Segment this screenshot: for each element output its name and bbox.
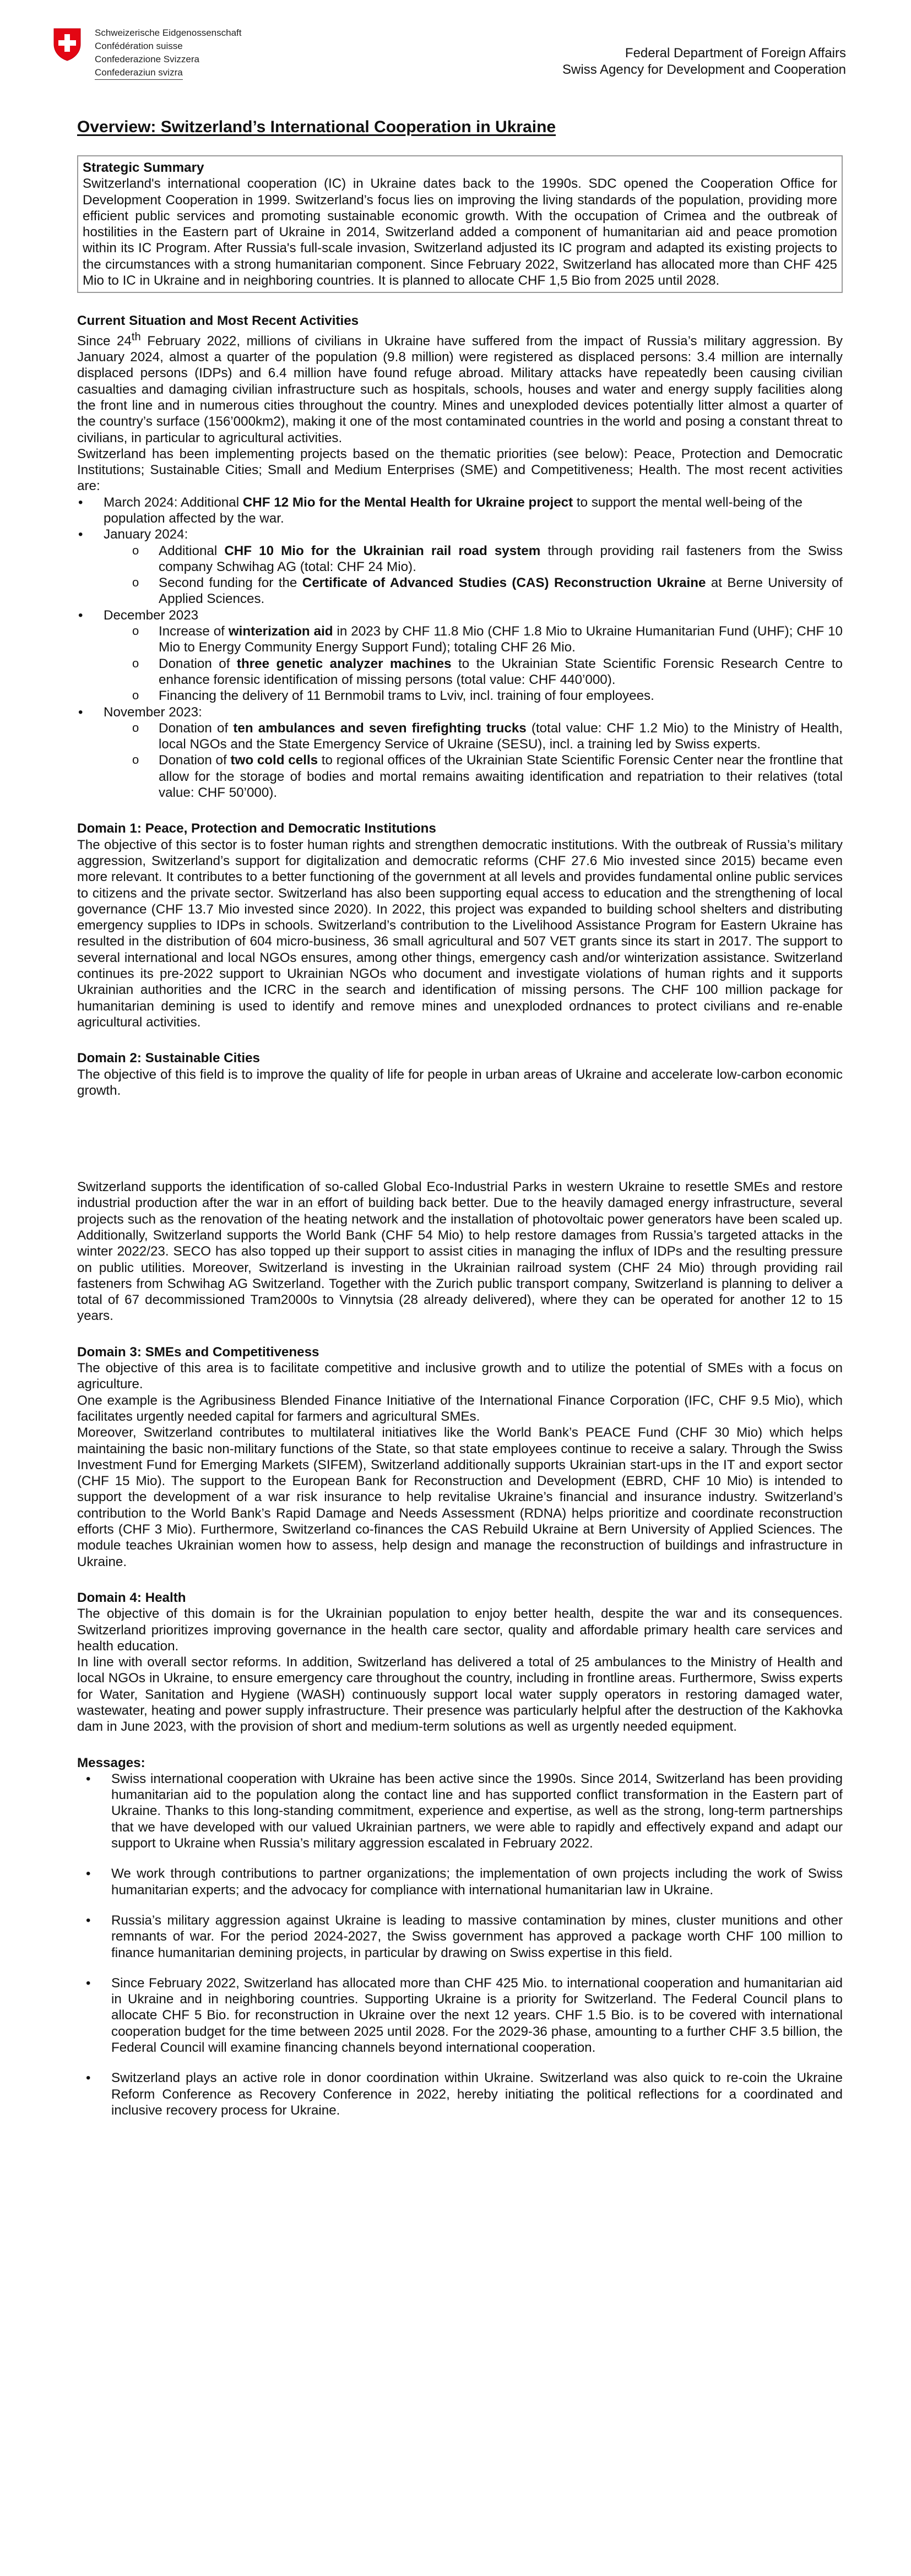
domain-4-paragraph-1: The objective of this domain is for the Ukrainian population to enjoy better health, despite the war and its consequences. Switzerland prioritizes improving governance in the health care sector, quality and affordable primary health care services and health education. xyxy=(77,1606,843,1654)
current-situation-paragraph-2: Switzerland has been implementing projects based on the thematic priorities (see below): Peace, Protection and Democratic Institutions; Sustainable Cities; Small and Medium Enterprises (SME) and Competitiveness; Health. The most recent activities are: xyxy=(77,446,843,494)
domain-2-section xyxy=(77,1050,843,1324)
domain-3-paragraph-2: One example is the Agribusiness Blended Finance Initiative of the International Finance Corporation (IFC, CHF 9.5 Mio), which facilitates urgently needed capital for farmers and agricultural SMEs. xyxy=(77,1393,843,1424)
sub-item xyxy=(159,752,843,801)
blank-space xyxy=(77,1099,843,1179)
department-block xyxy=(562,45,846,78)
ordinal-suffix: th xyxy=(131,330,141,343)
org-name-it: Confederazione Svizzera xyxy=(95,54,199,64)
domain-3-heading: Domain 3: SMEs and Competitiveness xyxy=(77,1344,319,1360)
org-name-rm: Confederaziun svizra xyxy=(95,66,183,80)
bold-text: CHF 10 Mio for the Ukrainian rail road system xyxy=(224,543,541,558)
bold-text: CHF 12 Mio for the Mental Health for Ukraine project xyxy=(242,494,573,510)
item-label: November 2023: xyxy=(104,704,202,720)
messages-list xyxy=(77,1771,843,2118)
sub-item xyxy=(159,575,843,607)
domain-2-paragraph-1: The objective of this field is to improve the quality of life for people in urban areas of Ukraine and accelerate low-carbon economic growth. xyxy=(77,1067,843,1098)
sublist-january xyxy=(104,543,843,607)
domain-3-paragraph-3: Moreover, Switzerland contributes to multilateral initiatives like the World Bank’s PEACE Fund (CHF 30 Mio) which helps maintaining the basic non-military functions of the State, so that state employees continue to receive a salary. Through the Swiss Investment Fund for Emerging Markets (SIFEM), Switzerland additionally supports Ukrainian start-ups in the IT and export sector (CHF 15 Mio). The support to the European Bank for Reconstruction and Development (EBRD, CHF 10 Mio) is intended to support the development of a war risk insurance to help revitalise Ukraine’s financial and insurance industry. Switzerland’s contribution to the World Bank’s Rapid Damage and Needs Assessment (RDNA) helps prioritize and coordinate reconstruction efforts (CHF 3 Mio). Furthermore, Switzerland co-finances the CAS Rebuild Ukraine at Bern University of Applied Sciences. The module teaches Ukrainian women how to assess, help design and manage the reconstruction of buildings and infrastructure in Ukraine. xyxy=(77,1425,843,1569)
messages-heading: Messages: xyxy=(77,1755,145,1770)
domain-3-paragraph-1: The objective of this area is to facilitate competitive and inclusive growth and to utilize the potential of SMEs with a focus on agriculture. xyxy=(77,1361,843,1392)
current-situation-section xyxy=(77,313,843,801)
letterhead xyxy=(53,24,846,85)
agency-name: Swiss Agency for Development and Cooperation xyxy=(562,62,846,77)
text-span: March 2024: Additional xyxy=(104,494,243,510)
text-span: Donation of xyxy=(159,656,237,671)
message-item: • Switzerland plays an active role in donor coordination within Ukraine. Switzerland was also quick to re-coin the Ukraine Reform Conference as Recovery Conference in 2022, hereby initiating the political reflections for a coordinated and inclusive recovery process for Ukraine. xyxy=(111,2070,843,2118)
current-situation-heading: Current Situation and Most Recent Activities xyxy=(77,313,359,329)
text-span: to the Ukrainian State Scientific Forensic Research Centre to enhance forensic identification of missing persons (total value: CHF 440’000). xyxy=(159,656,843,687)
domain-1-heading: Domain 1: Peace, Protection and Democratic Institutions xyxy=(77,821,436,836)
text-span: at Berne University of Applied Sciences. xyxy=(159,575,843,607)
bold-text: Certificate of Advanced Studies (CAS) Reconstruction Ukraine xyxy=(302,575,706,591)
domain-2-paragraph-2: Switzerland supports the identification of so-called Global Eco-Industrial Parks in western Ukraine to resettle SMEs and restore industrial production after the war in an effort of building back better. Due to the heavily damaged energy infrastructure, several projects such as the renovation of the heating network and the installation of photovoltaic power generators have been scaled up. Additionally, Switzerland supports the World Bank (CHF 54 Mio) to help restore damages from Russia’s targeted attacks in the winter 2022/23. SECO has also topped up their support to assist cities in managing the influx of IDPs and the resulting pressure on public utilities. Moreover, Switzerland is investing in the Ukrainian railroad system (CHF 24 Mio) through providing rail fasteners from Schwihag AG Switzerland. Together with the Zurich public transport company, Switzerland is planning to deliver a total of 67 decommissioned Tram2000s to Vinnytsia (28 already delivered), where they can be operated for another 12 to 15 years. xyxy=(77,1180,843,1324)
text-span: Additional xyxy=(159,543,225,558)
domain-1-text: The objective of this sector is to foster human rights and strengthen democratic institutions. With the outbreak of Russia’s military aggression, Switzerland’s support for digitalization and democratic reforms (CHF 27.6 Mio invested since 2015) became even more relevant. It contributes to a better functioning of the government at all levels and provides fundamental online public services to citizens and the private sector. Switzerland has also been supporting equal access to education and the strengthening of local governance (CHF 13.7 Mio invested since 2020). In 2022, this project was expanded to building school shelters and distributing emergency supplies to IDPs in schools. Switzerland’s contribution to the Livelihood Assistance Program for Eastern Ukraine has resulted in the distribution of 604 micro-business, 36 small agricultural and 507 VET grants since its start in 2017. The support to several international and local NGOs ensures, among other things, emergency cash and/or winterization assistance. Switzerland continues its pre-2022 support to Ukrainian NGOs who document and investigate violations of human rights and it supports Ukrainian authorities and the ICRC in the search and identification of missing persons. The CHF 100 million package for humanitarian demining is used to identify and remove mines and unexploded ordnances to protect civilians and re-enable agricultural activities. xyxy=(77,837,843,1030)
domain-4-paragraph-2: In line with overall sector reforms. In addition, Switzerland has delivered a total of 25 ambulances to the Ministry of Health and local NGOs in Ukraine, to ensure emergency care throughout the country, including in frontline areas. Furthermore, Swiss experts for Water, Sanitation and Hygiene (WASH) continuously support local water supply operators in restoring damaged water, wastewater, heating and power supply infrastructure. Their presence was particularly helpful after the destruction of the Kakhovka dam in June 2023, with the provision of short and medium-term solutions as well as urgently needed equipment. xyxy=(77,1655,843,1735)
text-span: Donation of xyxy=(159,753,231,768)
list-item-january-2024 xyxy=(104,526,843,607)
department-name: Federal Department of Foreign Affairs xyxy=(625,46,846,61)
activities-list xyxy=(77,494,843,801)
text-span: February 2022, millions of civilians in Ukraine have suffered from the impact of Russia’s military aggression. By January 2024, almost a quarter of the population (9.8 million) were registered as displaced persons: 3.4 million are internally displaced persons (IDPs) and 6.4 million have found refuge abroad. Military attacks have repeatedly been causing civilian casualties and damaging civilian infrastructure such as hospitals, schools, houses and water and energy supply facilities along the front line and in numerous cities throughout the country. Mines and unexploded devices potentially litter almost a quarter of the country’s surface (156’000km2), making it one of the most contaminated countries in the world and posing a constant threat to civilians, in particular to agricultural activities. xyxy=(77,333,843,445)
bold-text: two cold cells xyxy=(230,753,318,768)
text-span: Donation of xyxy=(159,720,234,736)
item-label: December 2023 xyxy=(104,607,199,623)
swiss-cross-icon xyxy=(53,28,82,62)
org-name-de: Schweizerische Eidgenossenschaft xyxy=(95,28,242,38)
list-item-december-2023 xyxy=(104,607,843,704)
bold-text: ten ambulances and seven firefighting trucks xyxy=(233,720,527,736)
list-item-november-2023 xyxy=(104,704,843,801)
text-span: to support the mental well-being of the population affected by the war. xyxy=(104,494,803,526)
message-item: • We work through contributions to partner organizations; the implementation of own projects including the work of Swiss humanitarian experts; and the advocacy for compliance with international humanitarian law in Ukraine. xyxy=(111,1866,843,1898)
strategic-summary-heading: Strategic Summary xyxy=(83,160,204,175)
message-item: • Russia’s military aggression against Ukraine is leading to massive contamination by mines, cluster munitions and other remnants of war. For the period 2024-2027, the Swiss government has approved a package worth CHF 100 million to finance humanitarian demining projects, in particular by drawing on Swiss expertise in this field. xyxy=(111,1912,843,1961)
page-title: Overview: Switzerland’s International Cooperation in Ukraine xyxy=(77,118,556,136)
document-body xyxy=(77,155,843,2133)
text-span: through providing rail fasteners from the Swiss company Schwihag AG (total: CHF 24 Mio). xyxy=(159,543,843,574)
text-span: in 2023 by CHF 11.8 Mio (CHF 1.8 Mio to Ukraine Humanitarian Fund (UHF); CHF 10 Mio to Energy Community Energy Support Fund); totaling CHF 26 Mio. xyxy=(159,624,843,655)
text-span: (total value: CHF 1.2 Mio) to the Ministry of Health, local NGOs and the State Emergency Service of Ukraine (SESU), incl. a training led by Swiss experts. xyxy=(159,720,843,752)
sub-item xyxy=(159,623,843,656)
org-name-fr: Confédération suisse xyxy=(95,41,183,51)
sub-item: o Financing the delivery of 11 Bernmobil trams to Lviv, incl. training of four employees. xyxy=(159,688,843,704)
bold-text: three genetic analyzer machines xyxy=(236,656,452,671)
message-item: • Since February 2022, Switzerland has allocated more than CHF 425 Mio. to international cooperation and humanitarian aid in Ukraine and in neighboring countries. Supporting Ukraine is a priority for Switzerland. The Federal Council plans to allocate CHF 5 Bio. for reconstruction in Ukraine over the next 12 years. CHF 1.5 Bio. is to be covered with international cooperation budget for the time between 2025 until 2028. For the 2029-36 phase, amounting to a further CHF 3.5 billion, the Federal Council will examine financing channels beyond international cooperation. xyxy=(111,1975,843,2056)
list-item-march-2024 xyxy=(104,494,843,527)
domain-4-heading: Domain 4: Health xyxy=(77,1590,186,1605)
strategic-summary-box xyxy=(77,155,843,293)
domain-1-section xyxy=(77,820,843,1030)
sub-item xyxy=(159,656,843,688)
text-span: Second funding for the xyxy=(159,575,302,591)
bold-text: winterization aid xyxy=(228,624,333,639)
strategic-summary-text: Switzerland's international cooperation (IC) in Ukraine dates back to the 1990s. SDC opened the Cooperation Office for Development Cooperation in 1999. Switzerland’s focus lies on improving the living standards of the population, providing more efficient public services and promoting sustainable economic growth. With the occupation of Crimea and the outbreak of hostilities in the Eastern part of Ukraine in 2014, Switzerland added a component of humanitarian aid and peace promotion within its IC Program. After Russia's full-scale invasion, Switzerland adjusted its IC program and adapted its existing projects to the circumstances with a strong humanitarian component. Since February 2022, Switzerland has allocated more than CHF 425 Mio to IC in Ukraine and in neighboring countries. It is planned to allocate CHF 1,5 Bio from 2025 until 2028. xyxy=(83,176,837,289)
domain-3-section xyxy=(77,1344,843,1570)
sub-item xyxy=(159,720,843,753)
federal-names xyxy=(95,26,241,80)
text-span: Since 24 xyxy=(77,333,132,349)
item-label: January 2024: xyxy=(104,527,188,542)
message-item: • Swiss international cooperation with Ukraine has been active since the 1990s. Since 2014, Switzerland has been providing humanitarian aid to the population along the contact line and has supported conflict transformation in the Eastern part of Ukraine. Thanks to this long-standing commitment, experience and expertise, as well as the strong, long-term partnerships that we have developed with our valued Ukrainian partners, we were able to rapidly and effectively expand and adapt our support to Ukraine when Russia’s military aggression escalated in February 2022. xyxy=(111,1771,843,1851)
domain-4-section xyxy=(77,1590,843,1735)
sub-item xyxy=(159,543,843,575)
domain-2-heading: Domain 2: Sustainable Cities xyxy=(77,1051,260,1066)
messages-section xyxy=(77,1755,843,2119)
sublist-november xyxy=(104,720,843,801)
text-span: Increase of xyxy=(159,624,229,639)
current-situation-paragraph-1 xyxy=(77,329,843,446)
sublist-december xyxy=(104,623,843,704)
text-span: to regional offices of the Ukrainian State Scientific Forensic Center near the frontline that allow for the storage of bodies and mortal remains awaiting identification and repatriation to their relatives (total value: CHF 50’000). xyxy=(159,753,843,801)
